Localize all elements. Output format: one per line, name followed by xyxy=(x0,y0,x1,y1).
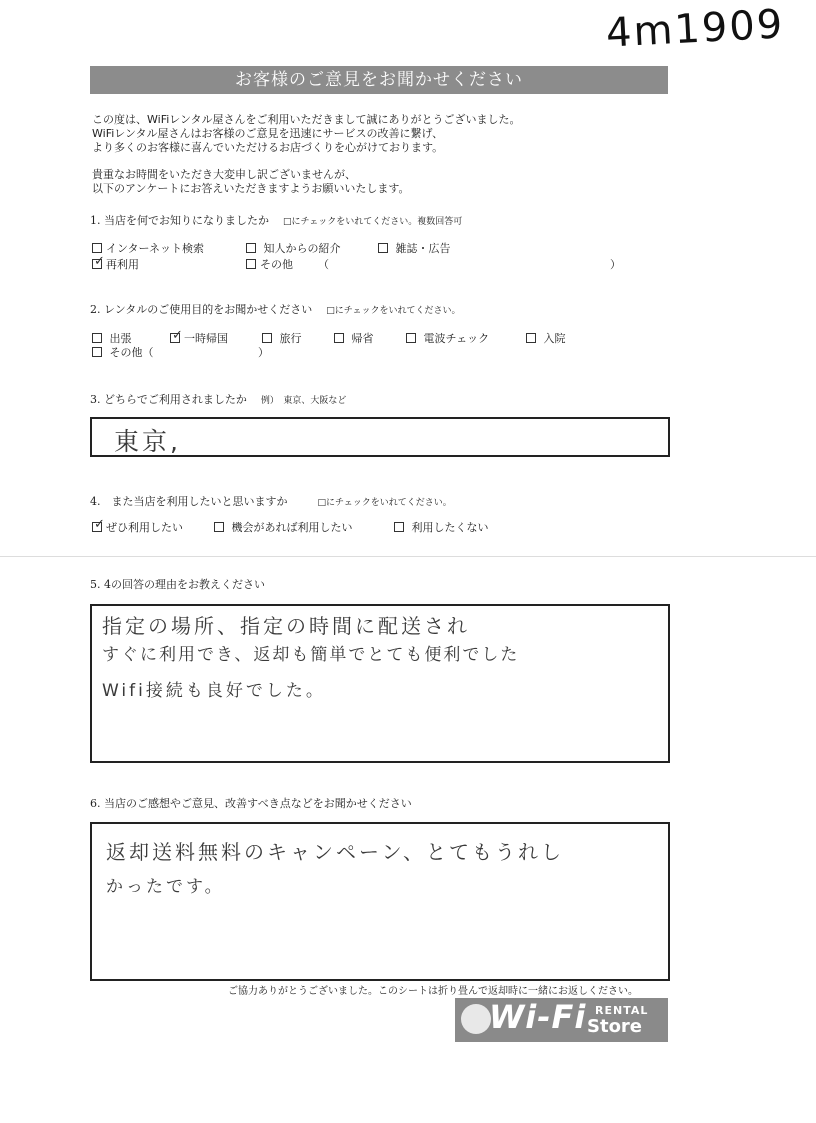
question-5 xyxy=(90,576,265,592)
checkbox-icon[interactable] xyxy=(92,347,102,357)
logo-store-text: Store xyxy=(587,1016,643,1037)
question-2-label: 2. レンタルのご使用目的をお聞かせください xyxy=(90,303,313,316)
question-3-example: 例） 東京、大阪など xyxy=(260,396,347,406)
checkbox-icon[interactable] xyxy=(526,333,536,343)
question-6-label: 6. 当店のご感想やご意見、改善すべき点などをお聞かせください xyxy=(90,797,412,810)
question-4-label: 4. また当店を利用したいと思いますか xyxy=(90,495,288,508)
question-1 xyxy=(90,212,462,228)
intro-line-1: この度は、WiFiレンタル屋さんをご利用いただきまして誠にありがとうございました。 xyxy=(92,113,521,126)
q6-answer-line-2: かったです。 xyxy=(106,877,225,897)
checkbox-icon[interactable] xyxy=(394,522,404,532)
q6-answer-box[interactable] xyxy=(90,822,670,981)
checkbox-icon[interactable] xyxy=(92,254,105,269)
question-3-label: 3. どちらでご利用されましたか xyxy=(90,393,247,406)
question-3 xyxy=(90,391,346,407)
divider xyxy=(0,556,816,557)
brand-logo xyxy=(455,998,668,1042)
q3-answer-text: 東京, xyxy=(114,427,181,456)
question-2-note: □にチェックをいれてください。 xyxy=(326,306,461,316)
logo-rental-text: RENTAL xyxy=(595,1004,649,1017)
q2-option-signal-check[interactable]: 電波チェック xyxy=(406,330,489,346)
check-mark-icon: ✓ xyxy=(172,328,183,343)
question-2 xyxy=(90,301,461,317)
q5-answer-line-3: Wifi接続も良好でした。 xyxy=(102,681,326,701)
checkbox-icon[interactable] xyxy=(246,259,256,269)
q2-option-other[interactable]: その他（ xyxy=(92,344,154,360)
footer-message: ご協力ありがとうございました。このシートは折り畳んで返却時に一緒にお返しください。 xyxy=(228,986,638,997)
q2-other-close-paren: ） xyxy=(258,346,269,359)
intro-line-5: 以下のアンケートにお答えいただきますようお願いいたします。 xyxy=(92,182,410,195)
logo-wifi-text: Wi-Fi xyxy=(489,998,587,1036)
check-mark-icon: ✓ xyxy=(94,254,105,269)
checkbox-icon[interactable] xyxy=(170,328,183,343)
checkbox-icon[interactable] xyxy=(406,333,416,343)
check-mark-icon: ✓ xyxy=(94,517,105,532)
q1-option-referral[interactable]: 知人からの紹介 xyxy=(246,240,341,256)
q3-answer-box[interactable] xyxy=(90,417,670,457)
q4-option-no[interactable]: 利用したくない xyxy=(394,519,489,535)
q5-answer-line-2: すぐに利用でき、返却も簡単でとても便利でした xyxy=(102,645,520,665)
q2-option-business[interactable]: 出張 xyxy=(92,330,132,346)
checkbox-icon[interactable] xyxy=(92,517,105,532)
page-title: お客様のご意見をお聞かせください xyxy=(90,66,668,94)
question-6 xyxy=(90,795,412,811)
q2-option-travel[interactable]: 旅行 xyxy=(262,330,302,346)
document-id-handwritten: 4m1909 xyxy=(604,1,786,57)
q4-option-definitely[interactable]: ✓ ぜひ利用したい xyxy=(94,517,183,534)
checkbox-icon[interactable] xyxy=(262,333,272,343)
q2-option-temporary-return[interactable]: ✓ 一時帰国 xyxy=(172,328,228,345)
q1-other-close-paren: ） xyxy=(610,258,621,271)
checkbox-icon[interactable] xyxy=(92,333,102,343)
q1-other-open-paren: （ xyxy=(318,258,329,271)
checkbox-icon[interactable] xyxy=(92,243,102,253)
checkbox-icon[interactable] xyxy=(214,522,224,532)
q6-answer-line-1: 返却送料無料のキャンペーン、とてもうれし xyxy=(106,840,564,864)
question-1-note: □にチェックをいれてください。複数回答可 xyxy=(283,217,463,227)
intro-line-3: より多くのお客様に喜んでいただけるお店づくりを心がけております。 xyxy=(92,141,444,154)
q1-option-other[interactable]: その他 xyxy=(246,256,293,272)
q1-option-internet[interactable]: インターネット検索 xyxy=(92,240,204,256)
q2-option-homecoming[interactable]: 帰省 xyxy=(334,330,374,346)
q1-option-reuse[interactable]: ✓ 再利用 xyxy=(94,254,139,271)
question-1-label: 1. 当店を何でお知りになりましたか xyxy=(90,214,269,227)
mascot-icon xyxy=(461,1004,491,1034)
q4-option-if-opportunity[interactable]: 機会があれば利用したい xyxy=(214,519,353,535)
question-4-note: □にチェックをいれてください。 xyxy=(317,498,452,508)
intro-line-4: 貴重なお時間をいただき大変申し訳ございませんが、 xyxy=(92,168,356,181)
checkbox-icon[interactable] xyxy=(246,243,256,253)
q5-answer-box[interactable] xyxy=(90,604,670,763)
checkbox-icon[interactable] xyxy=(378,243,388,253)
checkbox-icon[interactable] xyxy=(334,333,344,343)
intro-line-2: WiFiレンタル屋さんはお客様のご意見を迅速にサービスの改善に繋げ、 xyxy=(92,127,444,140)
q2-option-hospital[interactable]: 入院 xyxy=(526,330,566,346)
question-4 xyxy=(90,493,452,509)
q5-answer-line-1: 指定の場所、指定の時間に配送され xyxy=(102,614,470,638)
q1-option-magazine[interactable]: 雑誌・広告 xyxy=(378,240,451,256)
question-5-label: 5. 4の回答の理由をお教えください xyxy=(90,578,265,591)
